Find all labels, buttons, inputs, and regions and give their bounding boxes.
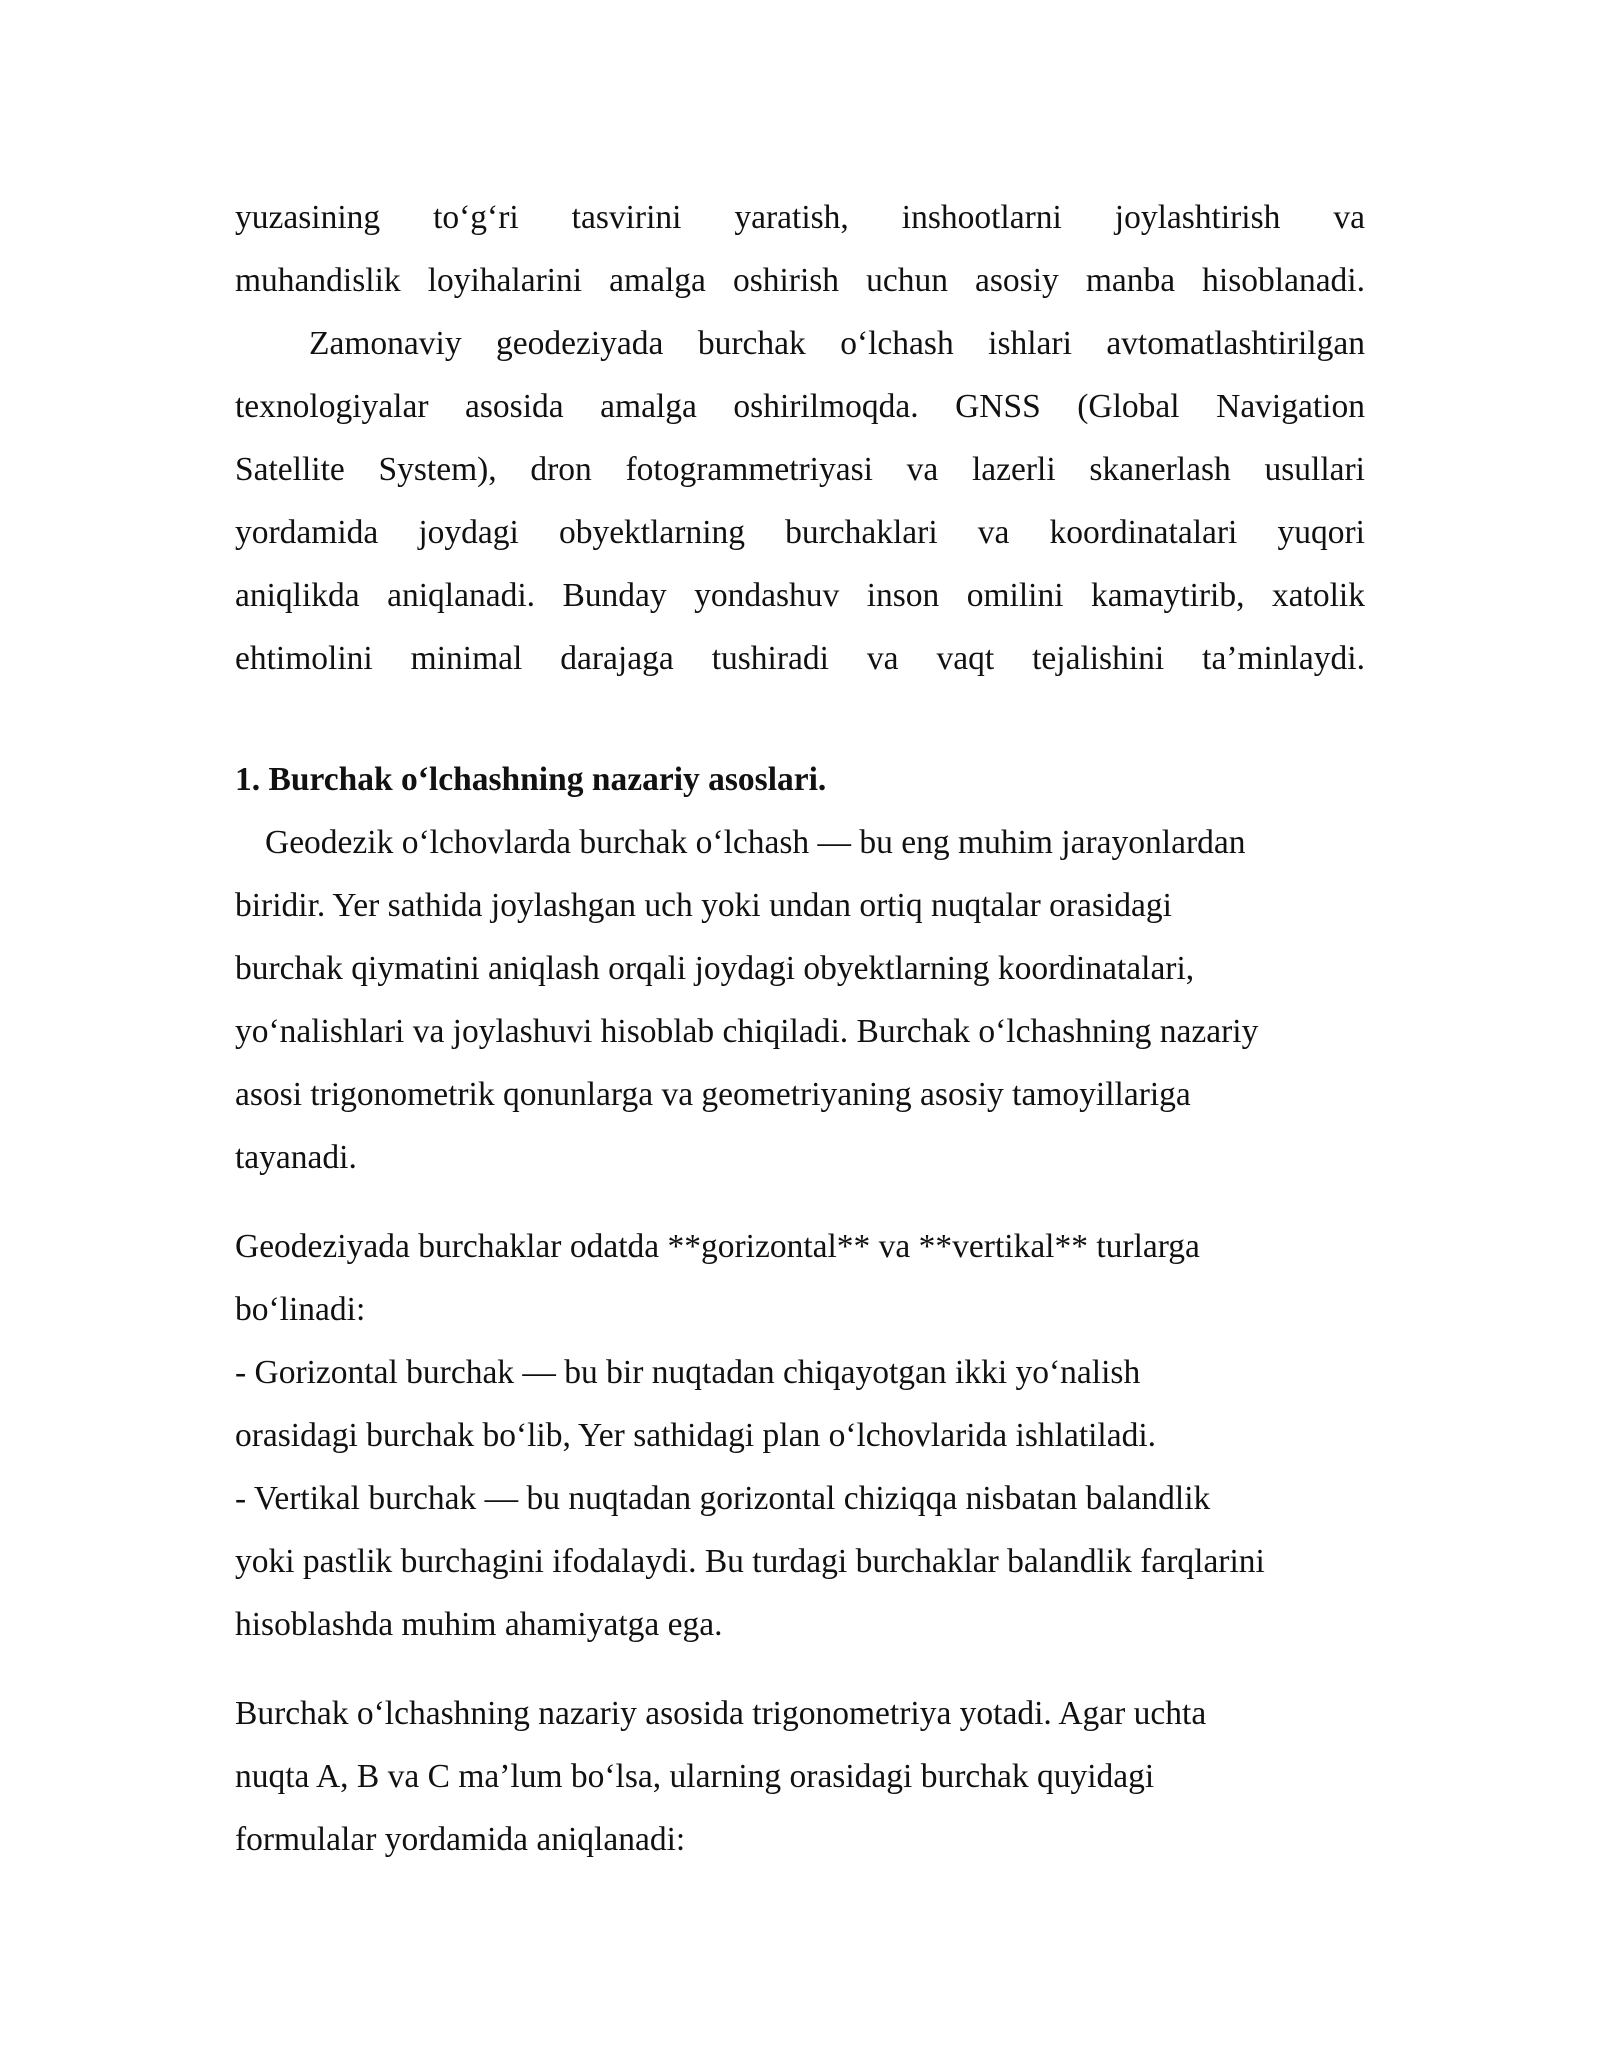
word: hisoblanadi.: [1202, 262, 1365, 299]
word: yondashuv: [694, 577, 840, 614]
word: oshirish: [732, 262, 840, 299]
word: xatolik: [1271, 577, 1365, 614]
modern-para-line-2: [235, 375, 1365, 438]
word: usullari: [1264, 451, 1365, 488]
section-para3-line: nuqta A, B va C ma’lum bo‘lsa, ularning orasidagi burchak quyidagi: [235, 1758, 1155, 1795]
word: yuqori: [1277, 514, 1365, 551]
word: to‘g‘ri: [433, 199, 519, 236]
word: inson: [866, 577, 940, 614]
word: omilini: [966, 577, 1064, 614]
word: joydagi: [418, 514, 519, 551]
word: Bunday: [562, 577, 667, 614]
word: ehtimolini: [235, 640, 373, 677]
word: tejalishini: [1032, 640, 1165, 677]
modern-para-line-6: [235, 627, 1365, 690]
section-para1-line: asosi trigonometrik qonunlarga va geometriyaning asosiy tamoyillariga: [235, 1076, 1191, 1113]
word: obyektlarning: [558, 514, 746, 551]
section-para1-line: Geodezik o‘lchovlarda burchak o‘lchash — bu eng muhim jarayonlardan: [265, 824, 1246, 861]
word: kamaytirib,: [1090, 577, 1245, 614]
word: yuzasining: [235, 199, 381, 236]
word: fotogrammetriyasi: [625, 451, 873, 488]
word: (Global: [1077, 388, 1180, 425]
word: System),: [378, 451, 497, 488]
word: ta’minlaydi.: [1202, 640, 1365, 677]
section-para2-line: hisoblashda muhim ahamiyatga ega.: [235, 1606, 723, 1643]
document-page: [235, 186, 1365, 1871]
word: inshootlarni: [901, 199, 1062, 236]
section-para2-list-item: - Vertikal burchak — bu nuqtadan gorizontal chiziqqa nisbatan balandlik: [235, 1480, 1211, 1517]
word: aniqlikda: [235, 577, 360, 614]
word: manba: [1085, 262, 1176, 299]
section-para2-line: orasidagi burchak bo‘lib, Yer sathidagi plan o‘lchovlarida ishlatiladi.: [235, 1417, 1157, 1454]
intro-line-1: [235, 186, 1365, 249]
word: joylashtirish: [1114, 199, 1281, 236]
section-para2-line: Geodeziyada burchaklar odatda **gorizontal** va **vertikal** turlarga: [235, 1228, 1200, 1265]
word: avtomatlashtirilgan: [1106, 325, 1365, 362]
word: burchaklari: [785, 514, 938, 551]
word: dron: [530, 451, 592, 488]
word: Navigation: [1216, 388, 1365, 425]
word: lazerli: [971, 451, 1056, 488]
section-para1-line: yo‘nalishlari va joylashuvi hisoblab chiqiladi. Burchak o‘lchashning nazariy: [235, 1013, 1259, 1050]
word: uchun: [866, 262, 948, 299]
word: va: [866, 640, 899, 677]
word: Satellite: [235, 451, 345, 488]
section-para1-line: burchak qiymatini aniqlash orqali joydagi obyektlarning koordinatalari,: [235, 950, 1195, 987]
word: asosida: [465, 388, 564, 425]
word: burchak: [697, 325, 806, 362]
word: va: [906, 451, 939, 488]
word: tasvirini: [571, 199, 682, 236]
modern-para-line-3: [235, 438, 1365, 501]
word: Zamonaviy: [309, 325, 462, 362]
word: amalga: [600, 388, 697, 425]
modern-para-line-5: [235, 564, 1365, 627]
word: GNSS: [955, 388, 1041, 425]
section-heading: 1. Burchak o‘lchashning nazariy asoslari.: [235, 761, 827, 798]
section-para2-line: bo‘linadi:: [235, 1291, 366, 1328]
section-para2-line: yoki pastlik burchagini ifodalaydi. Bu turdagi burchaklar balandlik farqlarini: [235, 1543, 1265, 1580]
word: aniqlanadi.: [387, 577, 536, 614]
word: va: [977, 514, 1010, 551]
word: amalga: [609, 262, 706, 299]
word: loyihalarini: [427, 262, 583, 299]
word: yordamida: [235, 514, 379, 551]
word: koordinatalari: [1049, 514, 1238, 551]
word: oshirilmoqda.: [733, 388, 919, 425]
modern-para-line-4: [235, 501, 1365, 564]
section-para1-line: tayanadi.: [235, 1139, 357, 1176]
intro-line-2: [235, 249, 1365, 312]
section-para1-line: biridir. Yer sathida joylashgan uch yoki undan ortiq nuqtalar orasidagi: [235, 887, 1172, 924]
word: minimal: [410, 640, 523, 677]
word: vaqt: [936, 640, 995, 677]
word: tushiradi: [711, 640, 829, 677]
section-para2-list-item: - Gorizontal burchak — bu bir nuqtadan chiqayotgan ikki yo‘nalish: [235, 1354, 1141, 1391]
word: geodeziyada: [496, 325, 664, 362]
word: ishlari: [988, 325, 1072, 362]
word: texnologiyalar: [235, 388, 429, 425]
word: asosiy: [975, 262, 1059, 299]
word: va: [1333, 199, 1365, 236]
word: darajaga: [560, 640, 674, 677]
word: skanerlash: [1089, 451, 1231, 488]
word: o‘lchash: [840, 325, 954, 362]
section-para3-line: Burchak o‘lchashning nazariy asosida trigonometriya yotadi. Agar uchta: [235, 1695, 1207, 1732]
section-para3-line: formulalar yordamida aniqlanadi:: [235, 1821, 686, 1858]
word: muhandislik: [235, 262, 401, 299]
word: yaratish,: [734, 199, 849, 236]
modern-para-line-1: [235, 312, 1365, 375]
